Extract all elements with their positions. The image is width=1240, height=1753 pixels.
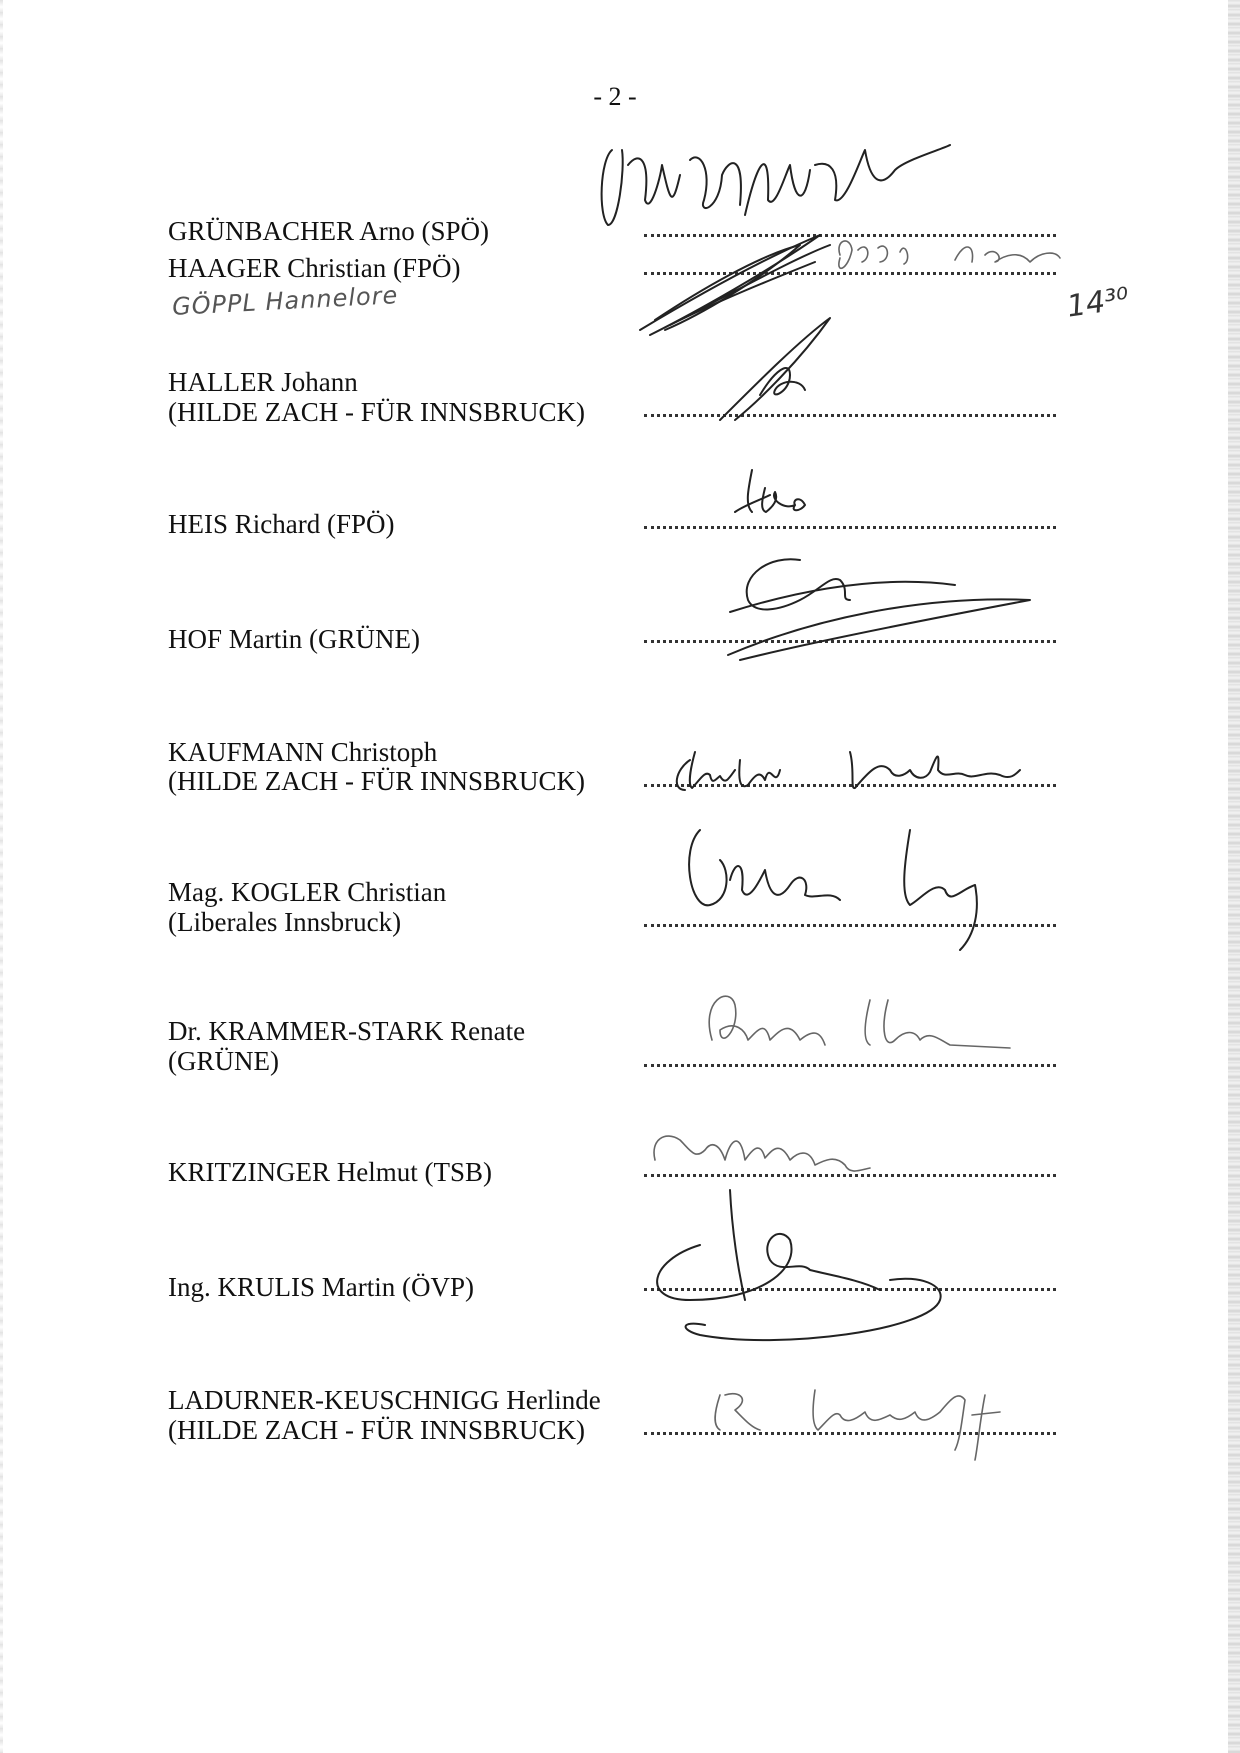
signatory-name-kritzinger: KRITZINGER Helmut (TSB) xyxy=(168,1157,492,1187)
signature-gruenbacher xyxy=(602,145,950,225)
signature-goeppl xyxy=(839,241,1131,325)
signature-ladurner xyxy=(715,1390,1000,1460)
signatory-party-kogler: (Liberales Innsbruck) xyxy=(168,907,402,937)
signature-krammer xyxy=(709,996,1010,1048)
signatory-name-krulis: Ing. KRULIS Martin (ÖVP) xyxy=(168,1272,474,1302)
signature-line-ladurner xyxy=(644,1430,1056,1435)
signature-line-krammer xyxy=(644,1062,1056,1067)
signatory-party-ladurner: (HILDE ZACH - FÜR INNSBRUCK) xyxy=(168,1415,585,1445)
scan-edge-right xyxy=(1228,0,1240,1753)
signatory-name-ladurner: LADURNER-KEUSCHNIGG Herlinde xyxy=(168,1385,601,1415)
signature-line-hof xyxy=(644,638,1056,643)
signatory-name-kaufmann: KAUFMANN Christoph xyxy=(168,737,438,767)
signature-kritzinger xyxy=(654,1136,870,1171)
signatory-name-haager: HAAGER Christian (FPÖ) xyxy=(168,253,461,283)
signatory-name-heis: HEIS Richard (FPÖ) xyxy=(168,509,395,539)
signature-haller xyxy=(720,318,830,420)
signatory-name-gruenbacher: GRÜNBACHER Arno (SPÖ) xyxy=(168,216,490,246)
signature-line-kogler xyxy=(644,922,1056,927)
time-note: 14³⁰ xyxy=(1064,281,1132,325)
signature-kogler xyxy=(689,830,977,950)
scan-edge-left xyxy=(0,0,3,1753)
signature-haager xyxy=(640,235,830,335)
signature-line-heis xyxy=(644,524,1056,529)
signature-line-krulis xyxy=(644,1286,1056,1291)
signatory-party-kaufmann: (HILDE ZACH - FÜR INNSBRUCK) xyxy=(168,766,585,796)
signatory-name-krammer: Dr. KRAMMER-STARK Renate xyxy=(168,1016,526,1046)
signatory-name-kogler: Mag. KOGLER Christian xyxy=(168,877,447,907)
signature-line-haller xyxy=(644,412,1056,417)
signatory-name-haller: HALLER Johann xyxy=(168,367,358,397)
signature-heis xyxy=(735,470,805,512)
signature-hof xyxy=(728,559,1030,660)
signatory-name-hof: HOF Martin (GRÜNE) xyxy=(168,624,420,654)
page-number: - 2 - xyxy=(593,82,637,111)
signatory-party-krammer: (GRÜNE) xyxy=(168,1046,279,1076)
signatory-party-haller: (HILDE ZACH - FÜR INNSBRUCK) xyxy=(168,397,585,427)
signature-line-gruenbacher xyxy=(644,232,1056,237)
signature-line-kritzinger xyxy=(644,1172,1056,1177)
handwritten-substitute-name: GÖPPL Hannelore xyxy=(171,281,399,321)
signature-line-kaufmann xyxy=(644,782,1056,787)
signature-krulis xyxy=(657,1190,941,1340)
signature-line-haager xyxy=(644,270,1056,275)
